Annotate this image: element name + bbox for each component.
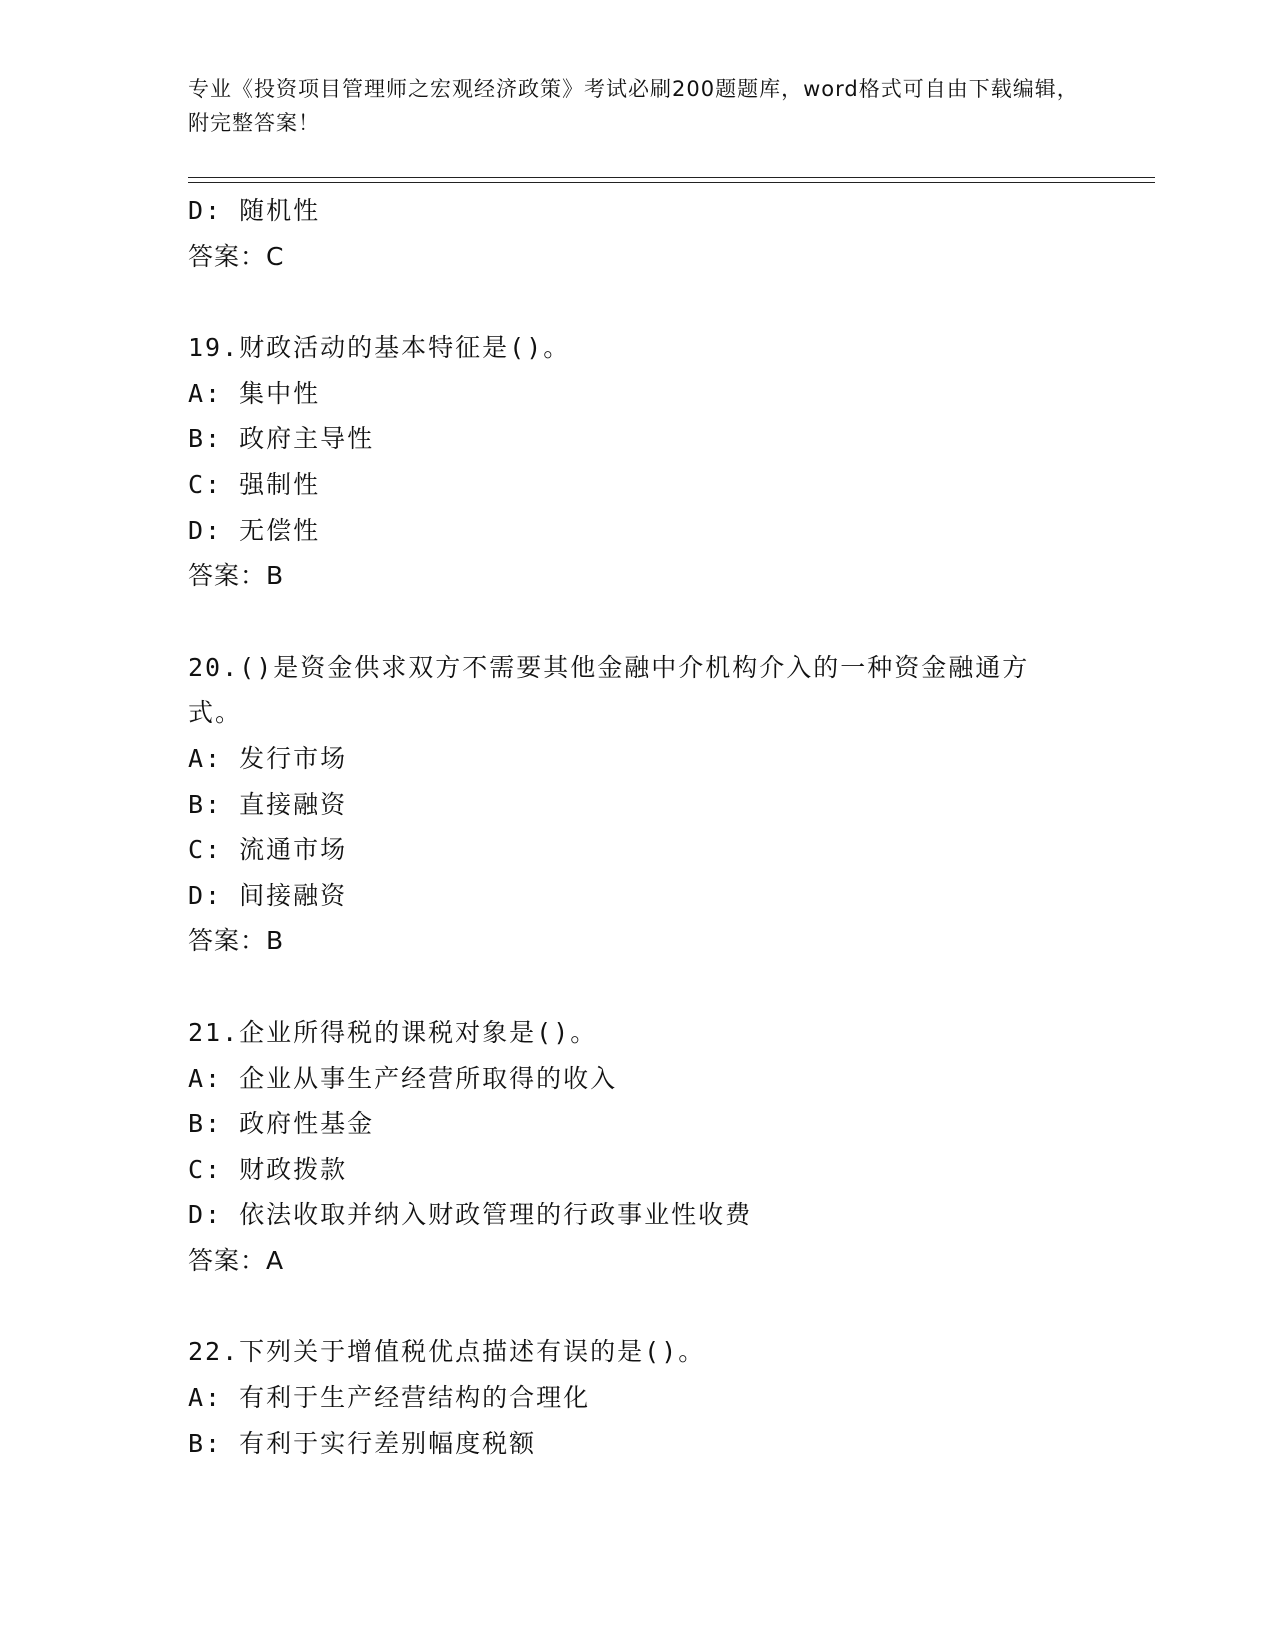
option-b: B: 政府主导性 <box>188 424 375 454</box>
question-stem: 20.()是资金供求双方不需要其他金融中介机构介入的一种资金融通方式。 <box>188 652 1030 728</box>
option-a: A: 集中性 <box>188 378 321 408</box>
option-d: D: 间接融资 <box>188 880 348 910</box>
question-stem: 19.财政活动的基本特征是()。 <box>188 333 571 363</box>
question-content <box>188 188 1088 1466</box>
option-d: D: 依法收取并纳入财政管理的行政事业性收费 <box>188 1200 753 1230</box>
question-stem: 22.下列关于增值税优点描述有误的是()。 <box>188 1337 706 1367</box>
question-22 <box>188 1329 1088 1466</box>
option-d: D: 无偿性 <box>188 515 321 545</box>
answer-line: 答案：A <box>188 1245 285 1275</box>
option-c: C: 强制性 <box>188 469 321 499</box>
question-stem: 21.企业所得税的课税对象是()。 <box>188 1017 598 1047</box>
option-b: B: 有利于实行差别幅度税额 <box>188 1428 537 1458</box>
answer-line: 答案：B <box>188 561 285 591</box>
document-header: 专业《投资项目管理师之宏观经济政策》考试必刷200题题库，word格式可自由下载编辑，附完整答案！ <box>188 77 1079 135</box>
question-20 <box>188 645 1088 964</box>
option-b: B: 直接融资 <box>188 789 348 819</box>
question-19 <box>188 325 1088 599</box>
option-c: C: 财政拨款 <box>188 1154 348 1184</box>
header-divider-top <box>188 177 1155 178</box>
option-b: B: 政府性基金 <box>188 1109 375 1139</box>
option-a: A: 有利于生产经营结构的合理化 <box>188 1383 591 1413</box>
header-divider-bottom <box>188 182 1155 183</box>
answer-line: 答案：B <box>188 926 285 956</box>
option-a: A: 企业从事生产经营所取得的收入 <box>188 1063 618 1093</box>
answer-line: 答案：C <box>188 241 285 271</box>
question-21 <box>188 1010 1088 1284</box>
option-d: D: 随机性 <box>188 196 321 225</box>
option-a: A: 发行市场 <box>188 743 348 773</box>
previous-question-tail <box>188 188 1088 279</box>
option-c: C: 流通市场 <box>188 835 348 865</box>
